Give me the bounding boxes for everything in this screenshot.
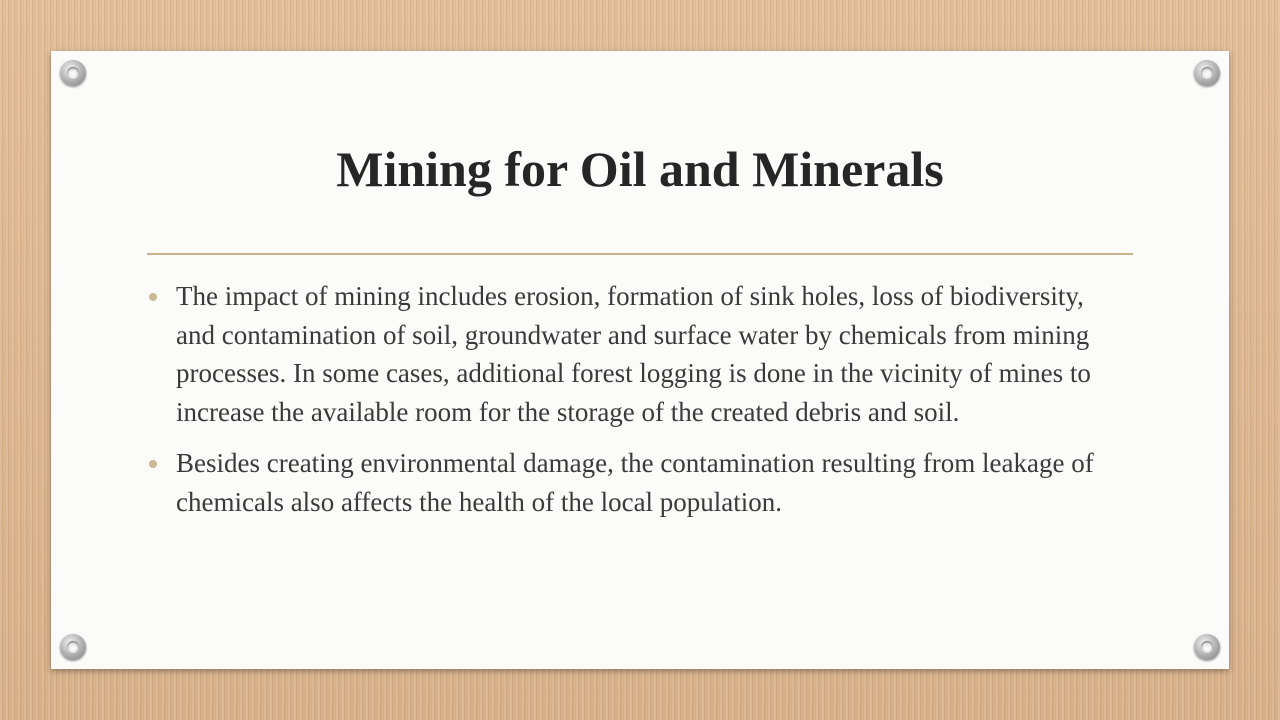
- bullet-list: [147, 277, 1127, 534]
- bullet-text-1: The impact of mining includes erosion, formation of sink holes, loss of biodiversity, and contamination of soil, groundwater and surface water by chemicals from mining processes. In some cases, additional forest logging is done in the vicinity of mines to increase the available room for the storage of the created debris and soil.: [176, 281, 1091, 427]
- bullet-text-2: Besides creating environmental damage, the contamination resulting from leakage of chemicals also affects the health of the local population.: [176, 448, 1094, 517]
- title-divider: [147, 253, 1133, 255]
- bullet-dot-icon: [149, 460, 157, 468]
- grommet-bottom-left-icon: [60, 634, 86, 660]
- slide: [51, 51, 1229, 669]
- grommet-top-left-icon: [60, 60, 86, 86]
- grommet-top-right-icon: [1194, 60, 1220, 86]
- bullet-dot-icon: [149, 293, 157, 301]
- bullet-item-2: [147, 444, 1127, 521]
- bullet-item-1: [147, 277, 1127, 431]
- slide-title: Mining for Oil and Minerals: [336, 141, 944, 197]
- grommet-bottom-right-icon: [1194, 634, 1220, 660]
